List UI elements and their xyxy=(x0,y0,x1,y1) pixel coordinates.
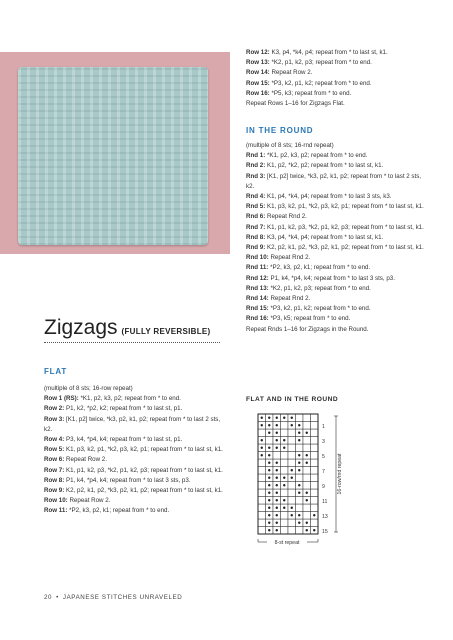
chart-cell xyxy=(258,512,266,520)
purl-dot xyxy=(306,522,308,524)
purl-dot xyxy=(276,514,278,516)
purl-dot xyxy=(306,462,308,464)
instruction-row-text: *P2, k3, p2, k1; repeat from * to end. xyxy=(69,507,170,515)
instruction-row-text: *K1, p2, k3, p2; repeat from * to end. xyxy=(80,395,181,403)
purl-dot xyxy=(298,492,300,494)
purl-dot xyxy=(261,447,263,449)
chart-cell xyxy=(296,497,304,505)
chart-row-number: 9 xyxy=(322,483,325,490)
purl-dot xyxy=(306,499,308,501)
chart-cell xyxy=(258,482,266,490)
chart-cell xyxy=(303,482,311,490)
instruction-line xyxy=(44,435,226,445)
knitted-swatch-photo xyxy=(18,67,208,245)
chart-cell xyxy=(266,437,274,445)
chart-cell xyxy=(303,414,311,422)
instruction-row-text: Repeat Rnd 2. xyxy=(270,295,311,303)
instruction-line xyxy=(246,304,424,314)
instruction-row-text: *P3, k5; repeat from * to end. xyxy=(270,315,351,323)
instruction-row-label: Row 13: xyxy=(246,59,270,67)
purl-dot xyxy=(291,417,293,419)
purl-dot xyxy=(268,529,270,531)
instruction-line xyxy=(246,233,424,243)
instruction-row-label: Rnd 15: xyxy=(246,305,269,313)
purl-dot xyxy=(268,492,270,494)
chart-cell xyxy=(311,459,319,467)
chart-cell xyxy=(303,444,311,452)
instruction-line xyxy=(246,99,424,109)
purl-dot xyxy=(276,499,278,501)
chart-cell xyxy=(258,527,266,535)
instruction-row-label: Row 10: xyxy=(44,497,68,505)
instruction-row-text: Repeat Rows 1–16 for Zigzags Flat. xyxy=(246,100,345,108)
chart-cell xyxy=(281,519,289,527)
instruction-row-label: Row 11: xyxy=(44,507,68,515)
flat-instructions xyxy=(44,384,226,517)
purl-dot xyxy=(283,477,285,479)
instruction-row-label: Row 5: xyxy=(44,446,65,454)
chart-cell xyxy=(258,459,266,467)
purl-dot xyxy=(283,499,285,501)
purl-dot xyxy=(261,439,263,441)
instruction-line xyxy=(44,415,226,435)
instruction-row-label: Row 1 (RS): xyxy=(44,395,79,403)
instruction-row-label: Row 4: xyxy=(44,436,65,444)
chart-row-number: 3 xyxy=(322,438,325,445)
instruction-row-label: Row 8: xyxy=(44,476,65,484)
instruction-line xyxy=(246,172,424,192)
chart-cell xyxy=(303,512,311,520)
instruction-line xyxy=(44,404,226,414)
instruction-row-text: K1, p4, *k4, p4; repeat from * to last 3 sts, k3. xyxy=(266,193,392,201)
instruction-line xyxy=(246,192,424,202)
purl-dot xyxy=(276,417,278,419)
instruction-row-text: [K1, p2] twice, *k3, p2, k1, p2; repeat from * to last 2 sts, k2. xyxy=(44,415,221,433)
instruction-row-text: *P3, k2, p1, k2; repeat from * to end. xyxy=(271,79,372,87)
instruction-line xyxy=(44,486,226,496)
purl-dot xyxy=(261,454,263,456)
instruction-line xyxy=(246,89,424,99)
chart-cell xyxy=(258,497,266,505)
pattern-subtitle: (FULLY REVERSIBLE) xyxy=(121,327,211,336)
instruction-line xyxy=(246,151,424,161)
instruction-row-text: P3, k4, *p4, k4; repeat from * to last st, p1. xyxy=(66,436,183,444)
instruction-row-label: Rnd 13: xyxy=(246,284,269,292)
chart-cell xyxy=(258,474,266,482)
chart-cell xyxy=(296,504,304,512)
chart-cell xyxy=(258,519,266,527)
instruction-line xyxy=(44,496,226,506)
instruction-row-text: Repeat Row 2. xyxy=(69,497,111,505)
instruction-row-label: Rnd 6: xyxy=(246,213,266,221)
chart-cell xyxy=(311,467,319,475)
flat-heading: FLAT xyxy=(44,367,68,376)
instruction-row-label: Row 7: xyxy=(44,466,65,474)
instruction-line xyxy=(246,284,424,294)
instruction-row-label: Row 6: xyxy=(44,456,65,464)
instruction-row-label: Rnd 2: xyxy=(246,162,266,170)
purl-dot xyxy=(283,447,285,449)
instruction-line xyxy=(44,476,226,486)
chart-cell xyxy=(288,489,296,497)
purl-dot xyxy=(261,424,263,426)
instruction-line xyxy=(44,466,226,476)
purl-dot xyxy=(276,484,278,486)
chart-cell xyxy=(281,452,289,460)
chart-title: FLAT AND IN THE ROUND xyxy=(246,396,339,403)
purl-dot xyxy=(283,439,285,441)
instruction-row-label: Rnd 9: xyxy=(246,244,266,252)
chart-cell xyxy=(258,489,266,497)
purl-dot xyxy=(276,529,278,531)
purl-dot xyxy=(306,454,308,456)
chart-row-number: 7 xyxy=(322,468,325,475)
page-footer xyxy=(44,594,182,601)
chart-cell xyxy=(303,467,311,475)
instruction-row-text: [K1, p2] twice, *k3, p2, k1, p2; repeat from * to last 2 sts, k2. xyxy=(246,172,422,190)
instruction-row-text: *K1, p2, k3, p2; repeat from * to end. xyxy=(266,152,368,160)
chart-cell xyxy=(311,422,319,430)
instruction-line xyxy=(246,79,424,89)
instruction-row-label: Row 3: xyxy=(44,415,65,423)
chart-cell xyxy=(311,414,319,422)
flat-instructions-continued xyxy=(246,48,424,109)
instruction-row-label: Rnd 3: xyxy=(246,172,266,180)
purl-dot xyxy=(268,522,270,524)
title-divider xyxy=(44,342,220,343)
instruction-row-label: Rnd 1: xyxy=(246,152,266,160)
purl-dot xyxy=(276,424,278,426)
instruction-row-text: Repeat Rnd 2. xyxy=(266,213,307,221)
instruction-line xyxy=(44,384,226,394)
instruction-line xyxy=(246,68,424,78)
vertical-repeat-label: 16-row/rnd repeat xyxy=(337,453,343,495)
footer-bullet: • xyxy=(56,594,59,601)
instruction-row-text: (multiple of 8 sts; 16-row repeat) xyxy=(44,385,133,392)
instruction-row-text: *K2, p1, k2, p3; repeat from * to end. xyxy=(270,284,371,292)
chart-cell xyxy=(273,452,281,460)
purl-dot xyxy=(298,469,300,471)
instruction-row-text: K1, p3, k2, p1, *k2, p3, k2, p1; repeat from * to last st, k1. xyxy=(266,203,424,211)
chart-cell xyxy=(303,422,311,430)
instruction-line xyxy=(44,394,226,404)
instruction-row-text: K3, p4, *k4, p4; repeat from * to last st, k1. xyxy=(271,49,388,56)
instruction-line xyxy=(44,445,226,455)
purl-dot xyxy=(313,529,315,531)
instruction-row-text: P1, k2, *p2, k2; repeat from * to last st, p1. xyxy=(66,405,183,413)
chart-cell xyxy=(288,519,296,527)
round-instructions xyxy=(246,141,424,335)
pattern-title-text: Zigzags xyxy=(44,316,118,339)
instruction-line xyxy=(246,141,424,151)
instruction-line xyxy=(246,325,424,335)
purl-dot xyxy=(298,484,300,486)
purl-dot xyxy=(291,514,293,516)
purl-dot xyxy=(291,469,293,471)
chart-row-number: 11 xyxy=(322,498,328,505)
pattern-title xyxy=(44,316,211,340)
instruction-row-text: *P2, k3, p2, k1; repeat from * to end. xyxy=(270,264,371,272)
chart-cell xyxy=(258,504,266,512)
instruction-row-text: K1, p1, k2, p3, *k2, p1, k2, p3; repeat from * to last st, k1. xyxy=(266,223,424,231)
chart-cell xyxy=(288,437,296,445)
instruction-row-text: K1, p2, *k2, p2; repeat from * to last st, k1. xyxy=(266,162,384,170)
page-number: 20 xyxy=(44,594,53,601)
purl-dot xyxy=(306,432,308,434)
purl-dot xyxy=(268,462,270,464)
purl-dot xyxy=(298,424,300,426)
instruction-line xyxy=(246,294,424,304)
instruction-line xyxy=(246,58,424,68)
instruction-line xyxy=(246,314,424,324)
instruction-row-text: K2, p2, k1, p2, *k3, p2, k1, p2; repeat from * to last st, k1. xyxy=(66,487,223,495)
purl-dot xyxy=(276,439,278,441)
chart-cell xyxy=(258,467,266,475)
purl-dot xyxy=(276,477,278,479)
horizontal-repeat-label: 8-st repeat xyxy=(274,540,300,546)
purl-dot xyxy=(283,484,285,486)
instruction-row-label: Row 9: xyxy=(44,487,65,495)
purl-dot xyxy=(268,514,270,516)
chart-cell xyxy=(288,527,296,535)
instruction-line xyxy=(246,161,424,171)
chart-cell xyxy=(281,429,289,437)
purl-dot xyxy=(298,454,300,456)
chart-row-number: 13 xyxy=(322,513,328,520)
purl-dot xyxy=(306,529,308,531)
purl-dot xyxy=(276,447,278,449)
stitch-chart xyxy=(246,410,356,570)
chart-cell xyxy=(311,444,319,452)
instruction-line xyxy=(44,506,226,516)
chart-cell xyxy=(296,414,304,422)
purl-dot xyxy=(268,469,270,471)
instruction-row-label: Row 15: xyxy=(246,79,270,87)
purl-dot xyxy=(298,432,300,434)
purl-dot xyxy=(291,477,293,479)
chart-cell xyxy=(311,474,319,482)
chart-cell xyxy=(311,437,319,445)
instruction-line xyxy=(246,263,424,273)
chart-cell xyxy=(288,459,296,467)
instruction-row-label: Rnd 7: xyxy=(246,223,266,231)
purl-dot xyxy=(283,507,285,509)
instruction-row-label: Rnd 5: xyxy=(246,203,266,211)
purl-dot xyxy=(276,522,278,524)
instruction-row-label: Rnd 14: xyxy=(246,295,269,303)
instruction-row-text: *K2, p1, k2, p3; repeat from * to end. xyxy=(271,59,372,67)
purl-dot xyxy=(283,417,285,419)
instruction-row-text: K1, p1, k2, p3, *k2, p1, k2, p3; repeat from * to last st, k1. xyxy=(66,466,223,474)
purl-dot xyxy=(268,432,270,434)
chart-cell xyxy=(288,444,296,452)
chart-cell xyxy=(281,527,289,535)
chart-cell xyxy=(311,482,319,490)
purl-dot xyxy=(291,507,293,509)
instruction-row-text: Repeat Rnds 1–16 for Zigzags in the Round. xyxy=(246,325,369,333)
chart-cell xyxy=(303,504,311,512)
instruction-row-label: Rnd 12: xyxy=(246,274,269,282)
chart-cell xyxy=(281,512,289,520)
chart-row-number: 1 xyxy=(322,423,325,430)
chart-cell xyxy=(281,467,289,475)
in-the-round-heading: IN THE ROUND xyxy=(246,126,314,135)
chart-cell xyxy=(288,482,296,490)
chart-cell xyxy=(311,519,319,527)
instruction-row-label: Row 14: xyxy=(246,69,270,77)
chart-row-number: 15 xyxy=(322,528,328,535)
purl-dot xyxy=(261,417,263,419)
chart-cell xyxy=(303,474,311,482)
instruction-row-label: Row 12: xyxy=(246,49,270,56)
purl-dot xyxy=(313,514,315,516)
instruction-row-text: P1, k4, *p4, k4; repeat from * to last 3 sts, p3. xyxy=(66,476,191,484)
instruction-row-label: Row 16: xyxy=(246,89,270,97)
purl-dot xyxy=(291,424,293,426)
purl-dot xyxy=(268,424,270,426)
instruction-row-label: Rnd 16: xyxy=(246,315,269,323)
instruction-row-text: P1, k4, *p4, k4; repeat from * to last 3 sts, p3. xyxy=(270,274,395,282)
purl-dot xyxy=(276,462,278,464)
chart-cell xyxy=(281,459,289,467)
instruction-row-label: Rnd 8: xyxy=(246,233,266,241)
chart-cell xyxy=(311,452,319,460)
purl-dot xyxy=(276,469,278,471)
purl-dot xyxy=(298,439,300,441)
instruction-row-text: *P5, k3; repeat from * to end. xyxy=(271,89,352,97)
chart-cell xyxy=(311,504,319,512)
chart-cell xyxy=(311,429,319,437)
instruction-row-text: K2, p2, k1, p2, *k3, p2, k1, p2; repeat from * to last st, k1. xyxy=(266,244,424,252)
instruction-row-label: Row 2: xyxy=(44,405,65,413)
chart-row-number: 5 xyxy=(322,453,325,460)
instruction-line xyxy=(44,455,226,465)
purl-dot xyxy=(268,507,270,509)
chart-cell xyxy=(296,474,304,482)
purl-dot xyxy=(268,417,270,419)
purl-dot xyxy=(276,507,278,509)
chart-cell xyxy=(288,429,296,437)
chart-cell xyxy=(281,489,289,497)
chart-cell xyxy=(296,444,304,452)
instruction-row-label: Rnd 11: xyxy=(246,264,269,272)
instruction-row-text: Repeat Rnd 2. xyxy=(270,254,311,262)
instruction-line xyxy=(246,274,424,284)
purl-dot xyxy=(298,462,300,464)
instruction-row-text: (multiple of 8 sts; 16-rnd repeat) xyxy=(246,142,334,149)
chart-cell xyxy=(303,437,311,445)
instruction-line xyxy=(246,212,424,222)
instruction-row-text: *P3, k2, p1, k2; repeat from * to end. xyxy=(270,305,371,313)
purl-dot xyxy=(298,514,300,516)
instruction-row-text: K1, p3, k2, p1, *k2, p3, k2, p1; repeat from * to last st, k1. xyxy=(66,446,223,454)
purl-dot xyxy=(306,492,308,494)
instruction-line xyxy=(246,253,424,263)
instruction-row-text: K3, p4, *k4, p4; repeat from * to last st, k1. xyxy=(266,233,384,241)
chart-cell xyxy=(258,429,266,437)
purl-dot xyxy=(298,522,300,524)
purl-dot xyxy=(268,499,270,501)
purl-dot xyxy=(268,447,270,449)
instruction-line xyxy=(246,202,424,212)
purl-dot xyxy=(276,492,278,494)
instruction-row-label: Rnd 4: xyxy=(246,193,266,201)
purl-dot xyxy=(268,484,270,486)
instruction-line xyxy=(246,243,424,253)
chart-cell xyxy=(311,489,319,497)
instruction-line xyxy=(246,48,424,58)
book-title: JAPANESE STITCHES UNRAVELED xyxy=(62,594,183,601)
purl-dot xyxy=(268,477,270,479)
chart-cell xyxy=(281,422,289,430)
instruction-row-text: Repeat Row 2. xyxy=(66,456,107,464)
chart-cell xyxy=(288,452,296,460)
chart-cell xyxy=(296,527,304,535)
purl-dot xyxy=(276,432,278,434)
chart-cell xyxy=(311,497,319,505)
instruction-line xyxy=(246,223,424,233)
chart-cell xyxy=(288,497,296,505)
instruction-row-label: Rnd 10: xyxy=(246,254,269,262)
instruction-row-text: Repeat Row 2. xyxy=(271,69,313,77)
purl-dot xyxy=(268,454,270,456)
